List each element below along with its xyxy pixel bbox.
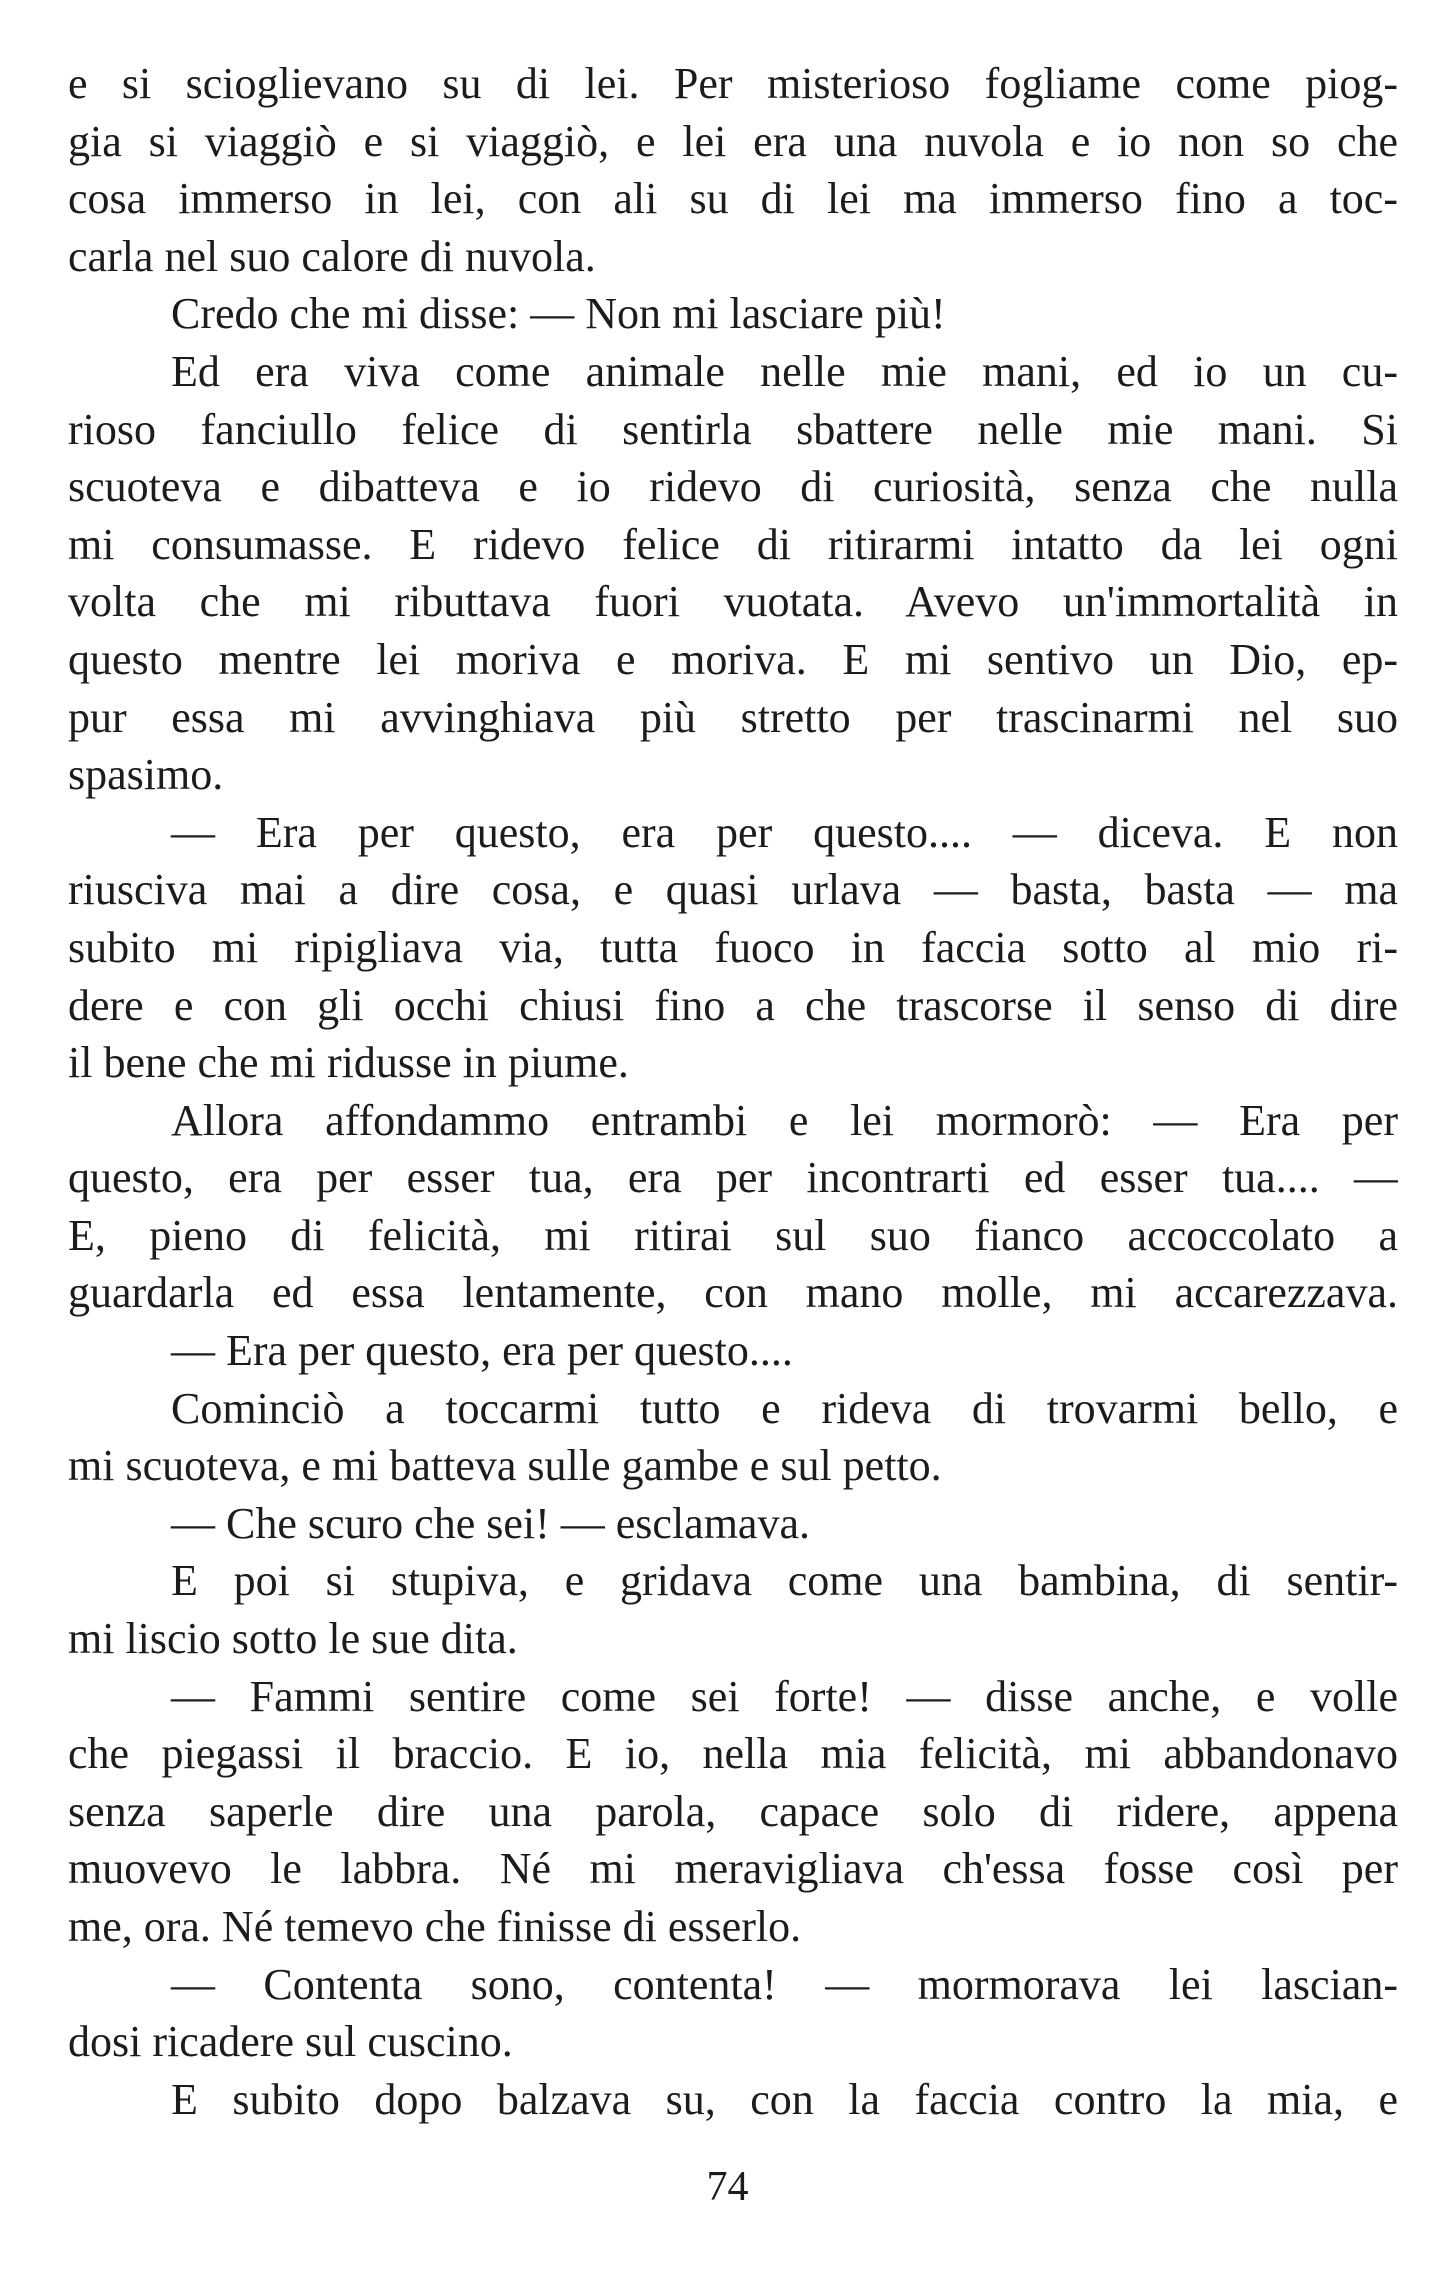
text-line: che piegassi il braccio. E io, nella mia felicità, mi abbandonavo [68, 1729, 1398, 1779]
text-line: Ed era viva come animale nelle mie mani, ed io un cu- [171, 346, 1398, 396]
text-line: dere e con gli occhi chiusi fino a che trascorse il senso di dire [68, 980, 1398, 1030]
text-line: muovevo le labbra. Né mi meravigliava ch'essa fosse così per [68, 1844, 1398, 1894]
text-line: — Era per questo, era per questo.... — diceva. E non [171, 807, 1398, 857]
text-line: questo, era per esser tua, era per incontrarti ed esser tua.... — [68, 1153, 1398, 1203]
text-line: rioso fanciullo felice di sentirla sbattere nelle mie mani. Si [68, 404, 1398, 454]
text-line: mi scuoteva, e mi batteva sulle gambe e sul petto. [68, 1441, 942, 1491]
text-line: guardarla ed essa lentamente, con mano molle, mi accarezzava. [68, 1268, 1398, 1318]
text-line: — Fammi sentire come sei forte! — disse anche, e volle [171, 1671, 1398, 1721]
text-line: Credo che mi disse: — Non mi lasciare più! [171, 289, 946, 339]
text-line: riusciva mai a dire cosa, e quasi urlava — basta, basta — ma [68, 865, 1398, 915]
text-line: carla nel suo calore di nuvola. [68, 231, 596, 281]
text-line: E, pieno di felicità, mi ritirai sul suo fianco accoccolato a [68, 1210, 1398, 1260]
text-line: Allora affondammo entrambi e lei mormorò: — Era per [171, 1095, 1398, 1145]
text-line: questo mentre lei moriva e moriva. E mi sentivo un Dio, ep- [68, 634, 1398, 684]
text-line: E subito dopo balzava su, con la faccia contro la mia, e [171, 2074, 1398, 2124]
text-line: mi consumasse. E ridevo felice di ritirarmi intatto da lei ogni [68, 519, 1398, 569]
text-line: me, ora. Né temevo che finisse di esserlo. [68, 1902, 802, 1951]
text-line: e si scioglievano su di lei. Per misterioso fogliame come piog- [68, 59, 1398, 108]
text-line: — Contenta sono, contenta! — mormorava lei lascian- [171, 1959, 1398, 2009]
text-line: — Che scuro che sei! — esclamava. [171, 1498, 810, 1548]
text-line: dosi ricadere sul cuscino. [68, 2017, 513, 2067]
text-line: spasimo. [68, 750, 224, 800]
text-line: — Era per questo, era per questo.... [171, 1326, 793, 1376]
text-line: senza saperle dire una parola, capace solo di ridere, appena [68, 1786, 1398, 1836]
text-line: pur essa mi avvinghiava più stretto per trascinarmi nel suo [68, 692, 1398, 742]
text-line: volta che mi ributtava fuori vuotata. Avevo un'immortalità in [68, 577, 1398, 627]
text-line: gia si viaggiò e si viaggiò, e lei era una nuvola e io non so che [68, 116, 1398, 166]
text-line: cosa immerso in lei, con ali su di lei ma immerso fino a toc- [68, 174, 1398, 224]
text-line: subito mi ripigliava via, tutta fuoco in faccia sotto al mio ri- [68, 922, 1398, 972]
text-line: Cominciò a toccarmi tutto e rideva di trovarmi bello, e [171, 1383, 1398, 1433]
page-body [68, 55, 1398, 2128]
text-line: scuoteva e dibatteva e io ridevo di curiosità, senza che nulla [68, 462, 1398, 512]
text-line: E poi si stupiva, e gridava come una bambina, di sentir- [171, 1556, 1398, 1606]
text-line: mi liscio sotto le sue dita. [68, 1614, 518, 1664]
text-line: il bene che mi ridusse in piume. [68, 1038, 629, 1088]
page-number: 74 [706, 2164, 749, 2210]
